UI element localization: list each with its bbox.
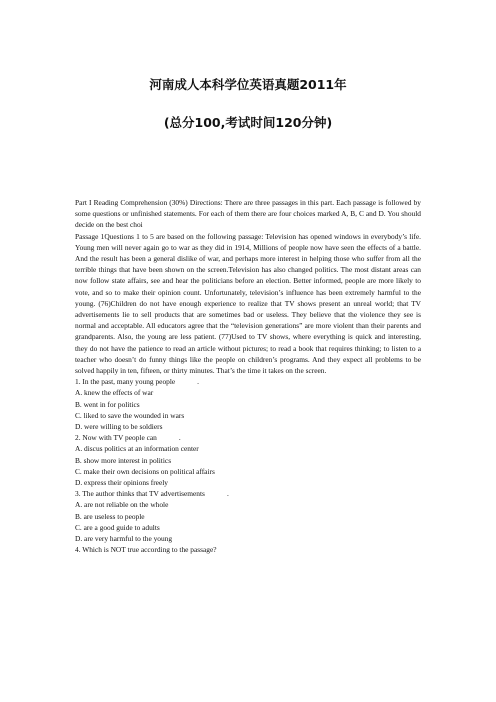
question-4 bbox=[75, 544, 421, 555]
answer-option: B. show more interest in politics bbox=[75, 455, 172, 465]
question-1: 1. In the past, many young people . A. knew the effects of war B. went in for politics C. liked to save the wounded in wars D. were willing to be soldiers bbox=[75, 376, 421, 432]
question-3: 3. The author thinks that TV advertisements . A. are not reliable on the whole B. are useless to people C. are a good guide to adults D. are very harmful to the young bbox=[75, 488, 421, 544]
answer-option: C. are a good guide to adults bbox=[75, 522, 160, 532]
answer-option: A. discus politics at an information center bbox=[75, 444, 199, 454]
answer-option: B. are useless to people bbox=[75, 511, 145, 521]
section-intro: Part I Reading Comprehension (30%) Directions: There are three passages in this part. Each passage is followed by some questions or unfinished statements. For each of them there are four choices marked A, B, C and D. You should decide on the best choi bbox=[75, 198, 421, 230]
answer-option: A. are not reliable on the whole bbox=[75, 500, 169, 510]
answer-option: D. were willing to be soldiers bbox=[75, 422, 163, 432]
question-stem: 4. Which is NOT true according to the passage? bbox=[75, 545, 217, 555]
document-subtitle: (总分100,考试时间120分钟) bbox=[163, 115, 333, 130]
question-stem: 3. The author thinks that TV advertisements bbox=[75, 489, 205, 499]
answer-option: C. make their own decisions on political affairs bbox=[75, 466, 215, 476]
answer-option: C. liked to save the wounded in wars bbox=[75, 410, 185, 420]
document-body bbox=[75, 197, 421, 556]
reading-passage: Passage 1Questions 1 to 5 are based on the following passage: Television has opened windows in everybody’s life. Young men will never again go to war as they did in 1914, Millions of people now have seen the effects of a battle. And the result has been a general dislike of war, and perhaps more interest in helping those who suffer from all the terrible things that have been shown on the screen.Television has also changed politics. The most distant areas can now follow state affairs, see and hear the politicians before an election. Better informed, people are more likely to vote, and so to make their opinion count. Unfortunately, television’s influence has been extremely harmful to the young. (76)Children do not have enough experience to realize that TV shows present an unreal world; that TV advertisements lie to sell products that are sometimes bad or useless. They believe that the violence they see is normal and acceptable. All educators agree that the “television generations” are more violent than their parents and grandparents. Also, the young are less patient. (77)Used to TV shows, where everything is quick and interesting, they do not have the patience to read an article without pictures; to read a book that requires thinking; to listen to a teacher who doesn’t do funny things like the people on children’s programs. And they expect all problems to be solved happily in ten, fifteen, or thirty minutes. That’s the time it takes on the screen. bbox=[75, 231, 421, 376]
question-stem: 1. In the past, many young people bbox=[75, 377, 176, 387]
question-2: 2. Now with TV people can . A. discus politics at an information center B. show more interest in politics C. make their own decisions on political affairs D. express their opinions freely bbox=[75, 432, 421, 488]
question-stem: 2. Now with TV people can bbox=[75, 433, 157, 443]
answer-option: B. went in for politics bbox=[75, 399, 140, 409]
document-title: 河南成人本科学位英语真题2011年 bbox=[149, 77, 347, 92]
answer-option: A. knew the effects of war bbox=[75, 388, 154, 398]
answer-option: D. express their opinions freely bbox=[75, 478, 168, 488]
answer-option: D. are very harmful to the young bbox=[75, 534, 173, 544]
